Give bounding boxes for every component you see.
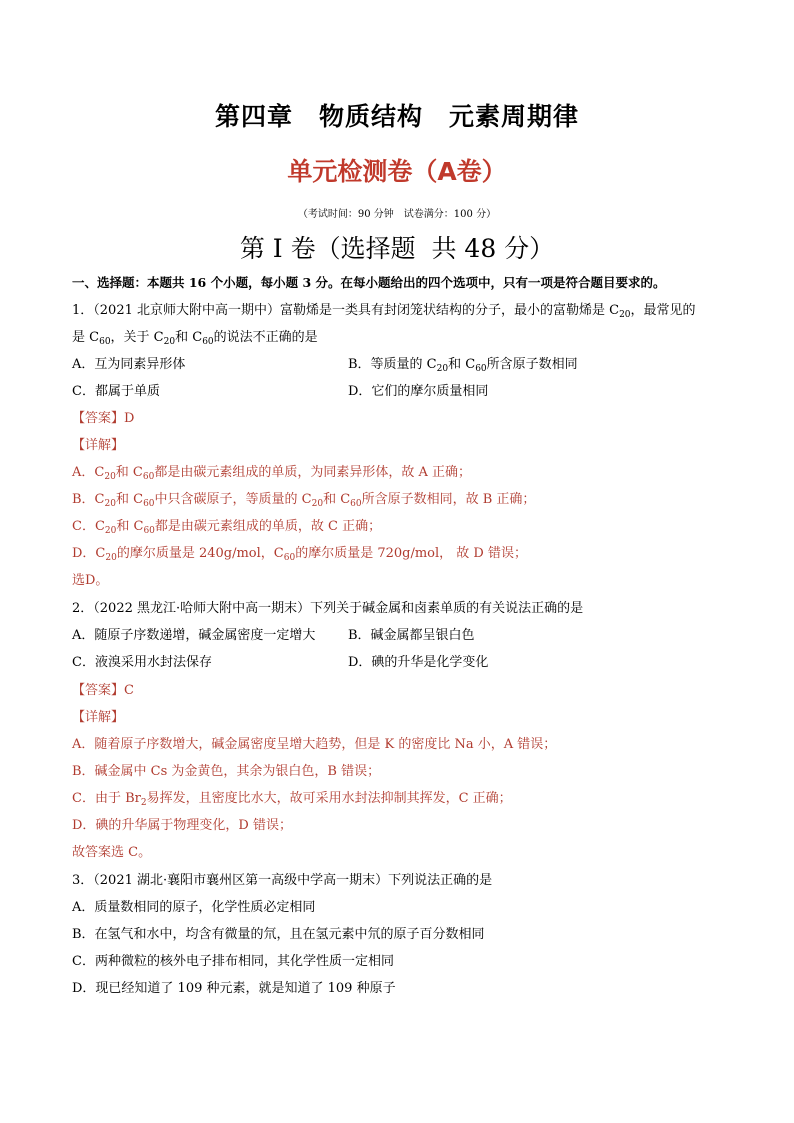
section-heading: 第 I 卷（选择题 共 48 分） <box>239 234 555 263</box>
q1-stem-line2: 是 $C_{60}$，关于 $C_{20}$和 $C_{60}$的说法不正确的是 <box>72 330 318 347</box>
instructions: 一、选择题：本题共 16 个小题，每小题 3 分。在每小题给出的四个选项中，只有一项是符合题目要求的。 <box>72 275 666 290</box>
q2-detail-d: D．碘的升华属于物理变化，D 错误； <box>72 818 292 833</box>
q2-option-b: B．碱金属都呈银白色 <box>348 628 475 643</box>
q1-detail-c: C．$C_{20}$和 $C_{60}$都是由碳元素组成的单质，故 C 正确； <box>72 519 382 536</box>
q3-option-d: D．现已经知道了 109 种元素，就是知道了 109 种原子 <box>72 981 396 996</box>
exam-info: （考试时间：90 分钟 试卷满分：100 分） <box>297 209 497 220</box>
q2-detail-b: B．碱金属中 Cs 为金黄色，其余为银白色，B 错误； <box>72 764 381 779</box>
q1-detail-b: B．$C_{20}$和 $C_{60}$中只含碳原子，等质量的 $C_{20}$和 $C_{60}$所含原子数相同，故 B 正确； <box>72 492 536 509</box>
q2-option-a: A．随原子序数递增，碱金属密度一定增大 <box>72 628 316 643</box>
q2-option-c: C．液溴采用水封法保存 <box>72 655 212 670</box>
chapter-title: 第四章 物质结构 元素周期律 <box>214 102 579 131</box>
q1-option-b: B．等质量的 $C_{20}$和 $C_{60}$所含原子数相同 <box>348 357 578 374</box>
exam-subtitle: 单元检测卷（A卷） <box>287 157 507 186</box>
q1-conclusion: 选D。 <box>72 573 109 588</box>
q1-option-d: D．它们的摩尔质量相同 <box>348 384 489 399</box>
q2-conclusion: 故答案选 C。 <box>72 845 152 860</box>
q1-option-a: A．互为同素异形体 <box>72 357 186 372</box>
q2-detail-c: C．由于 $Br_2$易挥发，且密度比水大，故可采用水封法抑制其挥发，C 正确； <box>72 791 512 808</box>
q1-detail-d: D．$C_{20}$的摩尔质量是 240g/mol，$C_{60}$的摩尔质量是 720g/mol， 故 D 错误； <box>72 546 527 563</box>
q1-stem-line1: 1．（2021 北京师大附中高一期中）富勒烯是一类具有封闭笼状结构的分子，最小的富勒烯是 $C_{20}$，最常见的 <box>72 303 696 320</box>
q3-stem: 3．（2021 湖北·襄阳市襄州区第一高级中学高一期末）下列说法正确的是 <box>72 873 493 888</box>
q1-detail-a: A．$C_{20}$和 $C_{60}$都是由碳元素组成的单质，为同素异形体，故 A 正确； <box>72 465 471 482</box>
q2-answer: 【答案】C <box>72 683 134 698</box>
q1-answer: 【答案】D <box>72 411 135 426</box>
q1-detail-tag: 【详解】 <box>72 438 125 453</box>
q2-detail-tag: 【详解】 <box>72 710 125 725</box>
q1-option-c: C．都属于单质 <box>72 384 160 399</box>
q2-stem: 2．（2022 黑龙江·哈师大附中高一期末）下列关于碱金属和卤素单质的有关说法正确的是 <box>72 601 584 616</box>
q3-option-a: A．质量数相同的原子，化学性质必定相同 <box>72 900 316 915</box>
q3-option-c: C．两种微粒的核外电子排布相同，其化学性质一定相同 <box>72 954 394 969</box>
q2-detail-a: A．随着原子序数增大，碱金属密度呈增大趋势，但是 K 的密度比 Na 小，A 错误； <box>72 737 557 752</box>
q3-option-b: B．在氢气和水中，均含有微量的氘，且在氢元素中氘的原子百分数相同 <box>72 927 485 942</box>
q2-option-d: D．碘的升华是化学变化 <box>348 655 489 670</box>
